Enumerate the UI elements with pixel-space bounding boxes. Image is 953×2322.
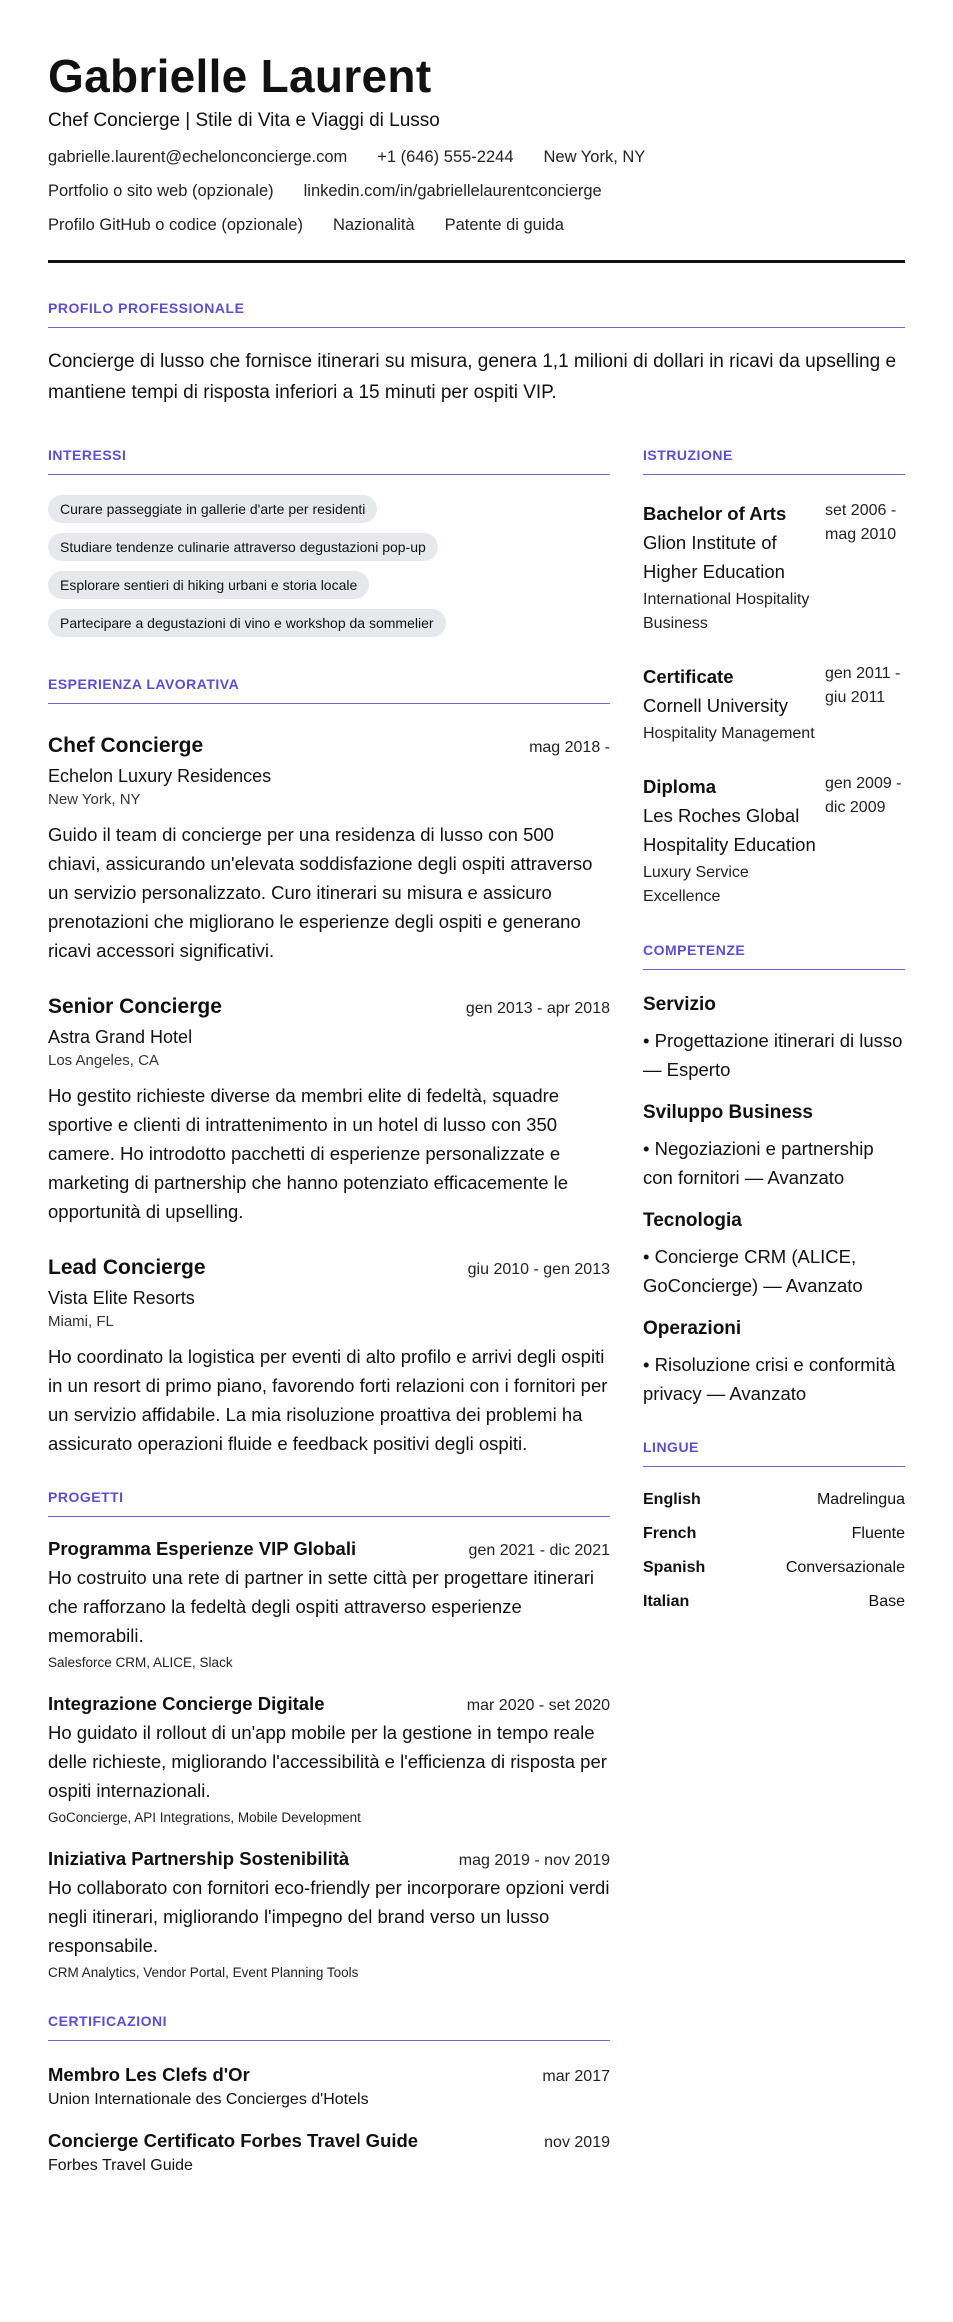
skill-category: Tecnologia [643, 1210, 742, 1231]
interest-chip: Curare passeggiate in gallerie d'arte per residenti [48, 495, 377, 523]
projects-section [48, 1488, 610, 1982]
language-name: French [643, 1525, 697, 1542]
experience-heading: ESPERIENZA LAVORATIVA [48, 675, 610, 704]
education-field: Luxury Service Excellence [643, 864, 749, 905]
resume-header [48, 48, 905, 263]
experience-location: Miami, FL [48, 1313, 114, 1330]
skill-item: • Risoluzione crisi e conformità privacy — Avanzato [643, 1354, 896, 1404]
experience-location: New York, NY [48, 791, 141, 808]
project-dates: gen 2021 - dic 2021 [468, 1542, 610, 1559]
candidate-headline: Chef Concierge | Stile di Vita e Viaggi di Lusso [48, 110, 440, 131]
language-name: Spanish [643, 1559, 706, 1576]
interests-section [48, 446, 610, 647]
experience-item [48, 732, 610, 965]
contact-row-1 [48, 146, 905, 168]
contact-row-2 [48, 180, 905, 202]
skill-group [643, 1100, 905, 1192]
skill-item: • Progettazione itinerari di lusso — Esperto [643, 1030, 903, 1080]
header-divider [48, 260, 905, 263]
language-row [643, 1489, 905, 1511]
experience-role: Lead Concierge [48, 1256, 206, 1279]
summary-section [48, 299, 905, 408]
certification-date: nov 2019 [544, 2134, 610, 2151]
skill-group [643, 1208, 905, 1300]
education-degree: Bachelor of Arts [643, 503, 787, 524]
experience-location: Los Angeles, CA [48, 1052, 159, 1069]
language-level: Madrelingua [816, 1491, 905, 1508]
education-dates: set 2006 - mag 2010 [825, 502, 897, 543]
language-level: Base [868, 1593, 905, 1610]
education-dates: gen 2009 - dic 2009 [825, 775, 902, 816]
education-school: Glion Institute of Higher Education [643, 532, 785, 582]
skills-section [643, 941, 905, 1408]
education-field: International Hospitality Business [643, 591, 810, 632]
experience-section [48, 675, 610, 1458]
project-tech: GoConcierge, API Integrations, Mobile Development [48, 1810, 361, 1825]
certification-item [48, 2129, 610, 2177]
contact-nationality: Nazionalità [332, 216, 415, 234]
education-school: Les Roches Global Hospitality Education [643, 805, 816, 855]
contact-linkedin[interactable]: linkedin.com/in/gabriellelaurentconcierge [303, 182, 602, 200]
experience-company: Echelon Luxury Residences [48, 766, 272, 786]
interest-chip: Studiare tendenze culinarie attraverso degustazioni pop-up [48, 533, 438, 561]
education-item [643, 772, 905, 909]
project-tech: Salesforce CRM, ALICE, Slack [48, 1655, 233, 1670]
interest-chip: Esplorare sentieri di hiking urbani e storia locale [48, 571, 369, 599]
language-name: English [643, 1491, 701, 1508]
certification-issuer: Forbes Travel Guide [48, 2157, 193, 2174]
certifications-heading: CERTIFICAZIONI [48, 2012, 610, 2041]
summary-text: Concierge di lusso che fornisce itinerari su misura, genera 1,1 milioni di dollari in ricavi da upselling e mantiene tempi di risposta inferiori a 15 minuti per ospiti VIP. [48, 351, 897, 403]
languages-heading: LINGUE [643, 1438, 905, 1467]
education-item [643, 499, 905, 636]
project-item [48, 1692, 610, 1827]
experience-role: Chef Concierge [48, 734, 204, 757]
experience-description: Ho coordinato la logistica per eventi di alto profilo e arrivi degli ospiti in un resort di primo piano, favorendo forti relazioni con i fornitori per un servizio affidabile. La mia risoluzione proattiva dei problemi ha assicurato operazioni fluide e feedback positivi degli ospiti. [48, 1346, 608, 1454]
education-section [643, 446, 905, 909]
language-name: Italian [643, 1593, 690, 1610]
contact-row-3 [48, 214, 905, 236]
contact-email[interactable]: gabrielle.laurent@echelonconcierge.com [48, 148, 348, 166]
certification-name: Concierge Certificato Forbes Travel Guide [48, 2130, 419, 2151]
skill-category: Sviluppo Business [643, 1102, 813, 1123]
certification-name: Membro Les Clefs d'Or [48, 2064, 250, 2085]
project-item [48, 1537, 610, 1672]
right-column [643, 446, 905, 2177]
candidate-name: Gabrielle Laurent [48, 50, 432, 102]
project-name: Integrazione Concierge Digitale [48, 1693, 325, 1714]
contact-github[interactable]: Profilo GitHub o codice (opzionale) [48, 216, 303, 234]
project-name: Iniziativa Partnership Sostenibilità [48, 1848, 350, 1869]
skill-category: Operazioni [643, 1318, 742, 1339]
language-level: Fluente [851, 1525, 905, 1542]
education-degree: Certificate [643, 666, 734, 687]
certification-issuer: Union Internationale des Concierges d'Hotels [48, 2091, 369, 2108]
experience-dates: mag 2018 - [529, 739, 610, 756]
certifications-section [48, 2012, 610, 2177]
certification-item [48, 2063, 610, 2111]
language-row [643, 1523, 905, 1545]
contact-website[interactable]: Portfolio o sito web (opzionale) [48, 182, 274, 200]
skill-group [643, 992, 905, 1084]
contact-location: New York, NY [543, 148, 646, 166]
education-heading: ISTRUZIONE [643, 446, 905, 475]
education-school: Cornell University [643, 695, 788, 716]
experience-description: Guido il team di concierge per una residenza di lusso con 500 chiavi, assicurando un'elevata soddisfazione degli ospiti attraverso un servizio personalizzato. Curo itinerari su misura e assicuro prenotazioni che migliorano le esperienze degli ospiti e generano ricavi accessori significativi. [48, 824, 593, 961]
experience-dates: gen 2013 - apr 2018 [465, 1000, 610, 1017]
experience-company: Vista Elite Resorts [48, 1288, 195, 1308]
language-level: Conversazionale [785, 1559, 905, 1576]
skill-item: • Concierge CRM (ALICE, GoConcierge) — Avanzato [643, 1246, 863, 1296]
experience-item [48, 993, 610, 1226]
education-degree: Diploma [643, 776, 716, 797]
project-name: Programma Esperienze VIP Globali [48, 1538, 357, 1559]
language-list [643, 1489, 905, 1613]
project-item [48, 1847, 610, 1982]
interest-chip: Partecipare a degustazioni di vino e workshop da sommelier [48, 609, 446, 637]
contact-license: Patente di guida [444, 216, 564, 234]
experience-company: Astra Grand Hotel [48, 1027, 193, 1047]
contact-phone[interactable]: +1 (646) 555-2244 [377, 148, 514, 166]
interests-heading: INTERESSI [48, 446, 610, 475]
language-row [643, 1591, 905, 1613]
experience-item [48, 1254, 610, 1458]
experience-dates: giu 2010 - gen 2013 [467, 1261, 610, 1278]
two-column-layout [48, 446, 905, 2177]
project-dates: mag 2019 - nov 2019 [458, 1852, 610, 1869]
education-dates: gen 2011 - giu 2011 [825, 665, 901, 706]
languages-section [643, 1438, 905, 1613]
language-row [643, 1557, 905, 1579]
education-field: Hospitality Management [643, 725, 815, 742]
summary-heading: PROFILO PROFESSIONALE [48, 299, 905, 328]
interest-chips [48, 495, 610, 647]
experience-role: Senior Concierge [48, 995, 222, 1018]
project-description: Ho costruito una rete di partner in sette città per progettare itinerari che rafforzano la fedeltà degli ospiti attraverso esperienze memorabili. [48, 1567, 595, 1646]
project-tech: CRM Analytics, Vendor Portal, Event Planning Tools [48, 1965, 359, 1980]
skill-category: Servizio [643, 994, 716, 1015]
skill-item: • Negoziazioni e partnership con fornitori — Avanzato [643, 1138, 874, 1188]
project-description: Ho collaborato con fornitori eco-friendly per incorporare opzioni verdi negli itinerari, migliorando l'impegno del brand verso un lusso responsabile. [48, 1877, 610, 1956]
certification-date: mar 2017 [542, 2068, 610, 2085]
skill-group [643, 1316, 905, 1408]
project-description: Ho guidato il rollout di un'app mobile per la gestione in tempo reale delle richieste, migliorando l'accessibilità e l'efficienza di risposta per ospiti internazionali. [48, 1722, 607, 1801]
projects-heading: PROGETTI [48, 1488, 610, 1517]
left-column [48, 446, 610, 2177]
education-item [643, 662, 905, 746]
project-dates: mar 2020 - set 2020 [466, 1697, 610, 1714]
skills-heading: COMPETENZE [643, 941, 905, 970]
experience-description: Ho gestito richieste diverse da membri elite di fedeltà, squadre sportive e clienti di intrattenimento in un hotel di lusso con 350 camere. Ho introdotto pacchetti di esperienze personalizzate e marketing di partnership che hanno potenziato efficacemente le opportunità di upselling. [48, 1085, 569, 1222]
